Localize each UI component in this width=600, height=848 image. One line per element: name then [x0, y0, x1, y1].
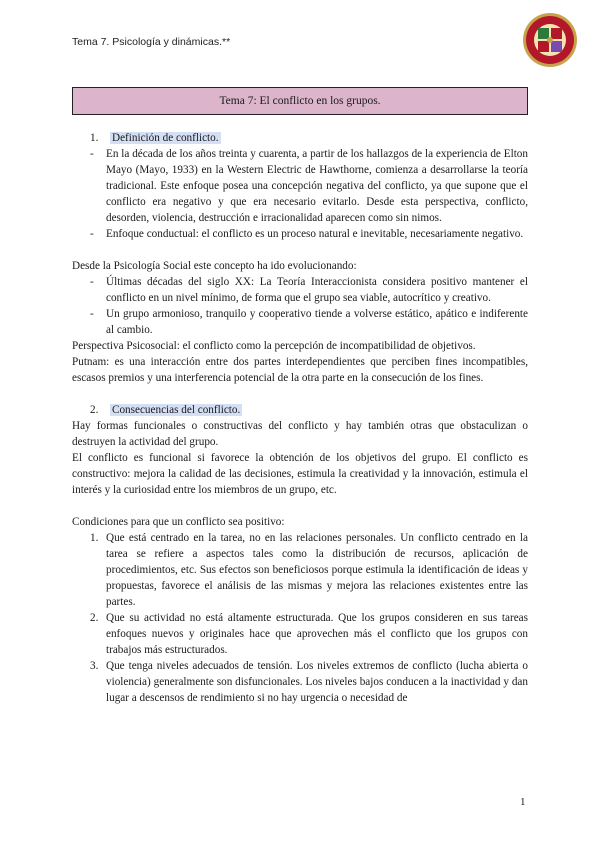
condition-text: Que tenga niveles adecuados de tensión. Los niveles extremos de conflicto (lucha abierta o violencia) generalmente son disfuncionales. Los niveles bajos conducen a la inactividad y dan lugar a descensos de rendimiento si no hay urgencia o necesidad de: [106, 660, 528, 704]
condition-text: Que está centrado en la tarea, no en las relaciones personales. Un conflicto centrado en la tarea se refiere a aspectos tales como la distribución de recursos, aplicación de procedimientos, etc. Sus efectos son beneficiosos porque estimula la identificación de ideas y propuestas, favorece el análisis de las mismas y mejora las relaciones existentes entre las partes.: [106, 532, 528, 608]
document-body: [72, 130, 528, 706]
header-title: Tema 7. Psicología y dinámicas.**: [72, 36, 231, 48]
conditions-intro: Condiciones para que un conflicto sea positivo:: [72, 516, 285, 528]
title-box: Tema 7: El conflicto en los grupos.: [72, 87, 528, 115]
evolution-intro: Desde la Psicología Social este concepto ha ido evolucionando:: [72, 260, 357, 272]
conditions-list: [72, 530, 528, 706]
section-2-heading: [72, 402, 528, 418]
condition-item: [72, 658, 528, 706]
list-item: - Últimas décadas del siglo XX: La Teoría Interaccionista considera positivo mantener el conflicto en un nivel mínimo, de forma que el grupo sea viable, autocrítico y creativo.: [72, 274, 528, 306]
condition-item: [72, 530, 528, 610]
list-item: - Un grupo armonioso, tranquilo y cooperativo tiende a volverse estático, apático e indiferente al cambio.: [72, 306, 528, 338]
putnam-paragraph: Putnam: es una interacción entre dos partes interdependientes que perciben fines incompatibles, escasos premios y una interferencia potencial de la otra parte en la consecución de los fines.: [72, 356, 528, 384]
paragraph: El conflicto es funcional si favorece la obtención de los objetivos del grupo. El conflicto es constructivo: mejora la calidad de las decisiones, estimula la creatividad y la innovación, estimula el interés y la curiosidad entre los miembros de un grupo, etc.: [72, 452, 528, 496]
psychosocial-paragraph: Perspectiva Psicosocial: el conflicto como la percepción de incompatibilidad de objetivos.: [72, 340, 476, 352]
paragraph: Hay formas funcionales o constructivas del conflicto y hay también otras que obstaculizan o destruyen la actividad del grupo.: [72, 420, 528, 448]
section-1-heading: [72, 130, 528, 146]
evolution-list: [72, 274, 528, 338]
university-seal-logo: [522, 12, 578, 68]
section-1-label: Definición de conflicto.: [112, 132, 219, 144]
section-2-label: Consecuencias del conflicto.: [112, 404, 241, 416]
condition-number: 1.: [90, 532, 99, 544]
condition-number: 3.: [90, 660, 99, 672]
definition-list: [72, 146, 528, 242]
condition-text: Que su actividad no está altamente estructurada. Que los grupos consideren en sus tareas enfoques nuevos y originales hace que aprovechen más el conflicto que los grupos con trabajos más estructurados.: [106, 612, 528, 656]
list-item: - Enfoque conductual: el conflicto es un proceso natural e inevitable, necesariamente negativo.: [72, 226, 528, 242]
condition-item: [72, 610, 528, 658]
condition-number: 2.: [90, 612, 99, 624]
page-number: 1: [520, 796, 526, 808]
list-item: - En la década de los años treinta y cuarenta, a partir de los hallazgos de la experiencia de Elton Mayo (Mayo, 1933) en la Western Electric de Hawthorne, comienza a desarrollarse la teoría tradicional. Este enfoque posea una concepción negativa del conflicto, ya que supone que el conflicto era negativo y que era necesario evitarlo. Desde esta perspectiva, conflicto, desorden, violencia, destrucción e irracionalidad aparecen como sin nimos.: [72, 146, 528, 226]
section-2-number: 2.: [90, 404, 99, 416]
section-1-number: 1.: [90, 132, 99, 144]
